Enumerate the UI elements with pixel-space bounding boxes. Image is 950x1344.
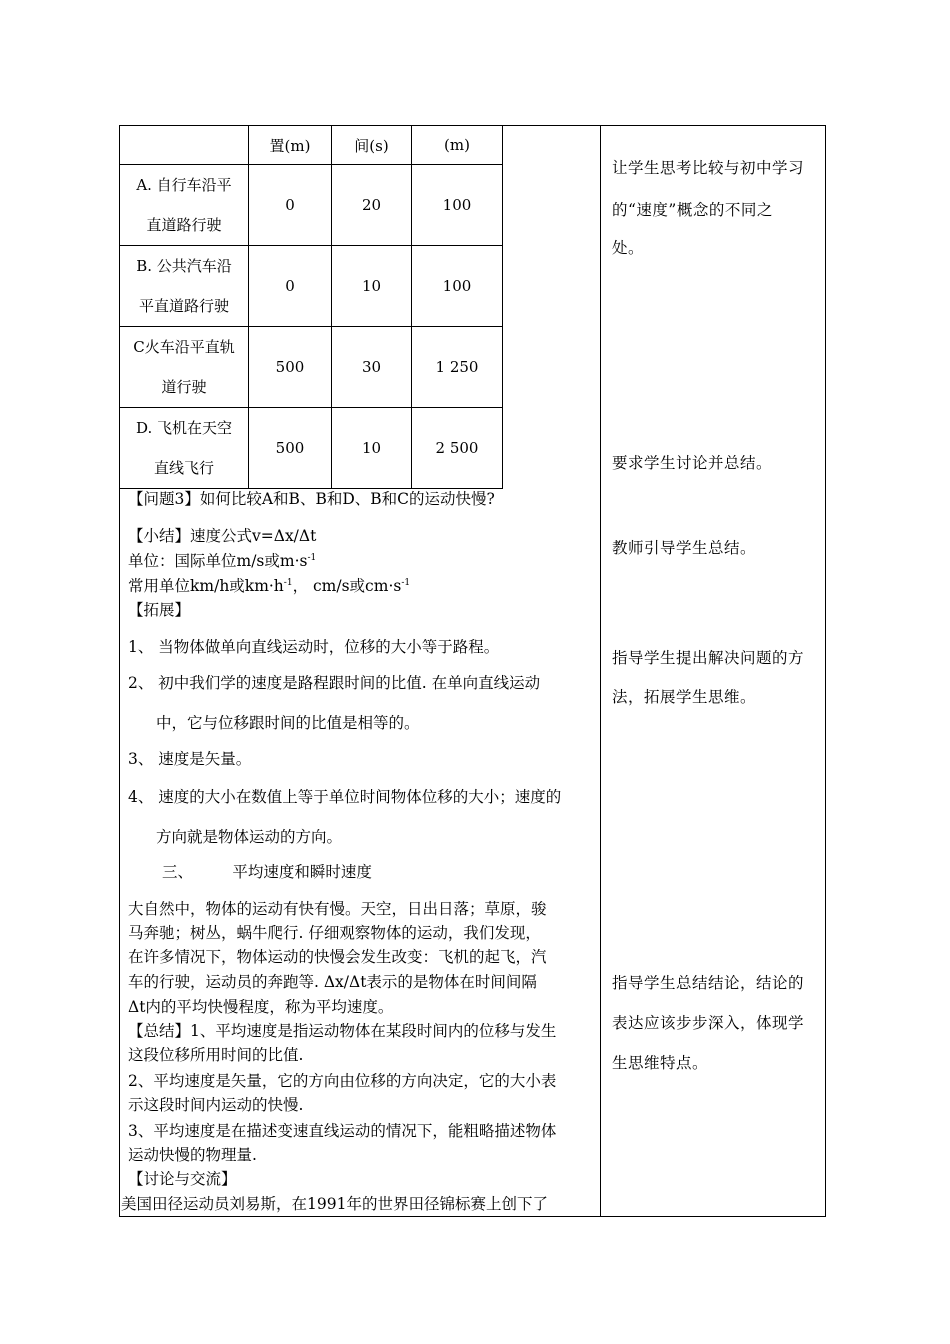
note-2: 要求学生讨论并总结。	[612, 454, 773, 472]
conclusion-3: 3、平均速度是在描述变速直线运动的情况下，能粗略描述物体	[128, 1122, 557, 1140]
summary-formula: 【小结】速度公式v=Δx/Δt	[128, 527, 317, 545]
note-5-cont: 表达应该步步深入，体现学	[612, 1014, 805, 1032]
conclusion-2-cont: 示这段时间内运动的快慢.	[128, 1096, 304, 1114]
paragraph-line: 马奔驰；树丛，蜗牛爬行. 仔细观察物体的运动，我们发现，	[128, 924, 541, 942]
conclusion-1: 【总结】1、平均速度是指运动物体在某段时间内的位移与发生	[128, 1022, 557, 1040]
note-5: 指导学生总结结论，结论的	[612, 974, 805, 992]
section-3-heading: 三、 平均速度和瞬时速度	[162, 863, 372, 881]
header-displacement: (m)	[412, 126, 503, 165]
column-divider	[600, 125, 601, 1217]
extension-item-2-cont: 中，它与位移跟时间的比值是相等的。	[156, 714, 420, 732]
paragraph-line: Δt内的平均快慢程度，称为平均速度。	[128, 998, 394, 1016]
table-row	[120, 408, 503, 489]
unit-international: 单位：国际单位m/s或$m\cdot s^{-1}$	[128, 552, 317, 570]
conclusion-3-cont: 运动快慢的物理量.	[128, 1146, 257, 1164]
table-row	[120, 165, 503, 246]
discussion-title: 【讨论与交流】	[128, 1170, 237, 1188]
note-1-cont: 处。	[612, 239, 645, 257]
row-label: A. 自行车沿平 直道路行驶	[120, 165, 249, 246]
row-label: D. 飞机在天空 直线飞行	[120, 408, 249, 489]
extension-item-1: 1、 当物体做单向直线运动时，位移的大小等于路程。	[128, 638, 500, 656]
motion-data-table	[119, 125, 503, 489]
extension-title: 【拓展】	[128, 601, 191, 619]
paragraph-line: 大自然中，物体的运动有快有慢。天空，日出日落；草原，骏	[128, 900, 547, 918]
conclusion-2: 2、平均速度是矢量，它的方向由位移的方向决定，它的大小表	[128, 1072, 557, 1090]
header-time: 间(s)	[332, 126, 412, 165]
note-4-cont: 法，拓展学生思维。	[612, 688, 757, 706]
cell-value: 10	[332, 408, 412, 489]
table-row	[120, 246, 503, 327]
cell-value: 2 500	[412, 408, 503, 489]
table-row	[120, 327, 503, 408]
table-header-row	[120, 126, 503, 165]
header-position: 置(m)	[249, 126, 332, 165]
note-4: 指导学生提出解决问题的方	[612, 649, 805, 667]
cell-value: 100	[412, 165, 503, 246]
question-3: 【问题3】如何比较A和B、B和D、B和C的运动快慢?	[128, 490, 495, 508]
conclusion-1-cont: 这段位移所用时间的比值.	[128, 1046, 304, 1064]
cell-value: 100	[412, 246, 503, 327]
extension-item-4-cont: 方向就是物体运动的方向。	[156, 828, 343, 846]
cell-value: 500	[249, 408, 332, 489]
header-cell-empty	[120, 126, 249, 165]
discussion-line: 美国田径运动员刘易斯，在1991年的世界田径锦标赛上创下了	[121, 1195, 548, 1213]
cell-value: 20	[332, 165, 412, 246]
cell-value: 0	[249, 246, 332, 327]
cell-value: 10	[332, 246, 412, 327]
row-label: C火车沿平直轨 道行驶	[120, 327, 249, 408]
extension-item-4: 4、 速度的大小在数值上等于单位时间物体位移的大小；速度的	[128, 788, 562, 806]
note-1-cont: 的“速度”概念的不同之	[612, 201, 773, 219]
note-3: 教师引导学生总结。	[612, 539, 757, 557]
cell-value: 500	[249, 327, 332, 408]
note-1: 让学生思考比较与初中学习	[612, 159, 805, 177]
row-label: B. 公共汽车沿 平直道路行驶	[120, 246, 249, 327]
cell-value: 30	[332, 327, 412, 408]
cell-value: 1 250	[412, 327, 503, 408]
paragraph-line: 车的行驶，运动员的奔跑等. Δx/Δt表示的是物体在时间间隔	[128, 973, 537, 991]
cell-value: 0	[249, 165, 332, 246]
extension-item-3: 3、 速度是矢量。	[128, 750, 252, 768]
unit-common: 常用单位km/h或$km\cdot h^{-1}$， cm/s或$cm\cdot s^{-1}$	[128, 577, 411, 595]
extension-item-2: 2、 初中我们学的速度是路程跟时间的比值. 在单向直线运动	[128, 674, 541, 692]
note-5-cont: 生思维特点。	[612, 1054, 709, 1072]
paragraph-line: 在许多情况下，物体运动的快慢会发生改变：飞机的起飞，汽	[128, 948, 547, 966]
